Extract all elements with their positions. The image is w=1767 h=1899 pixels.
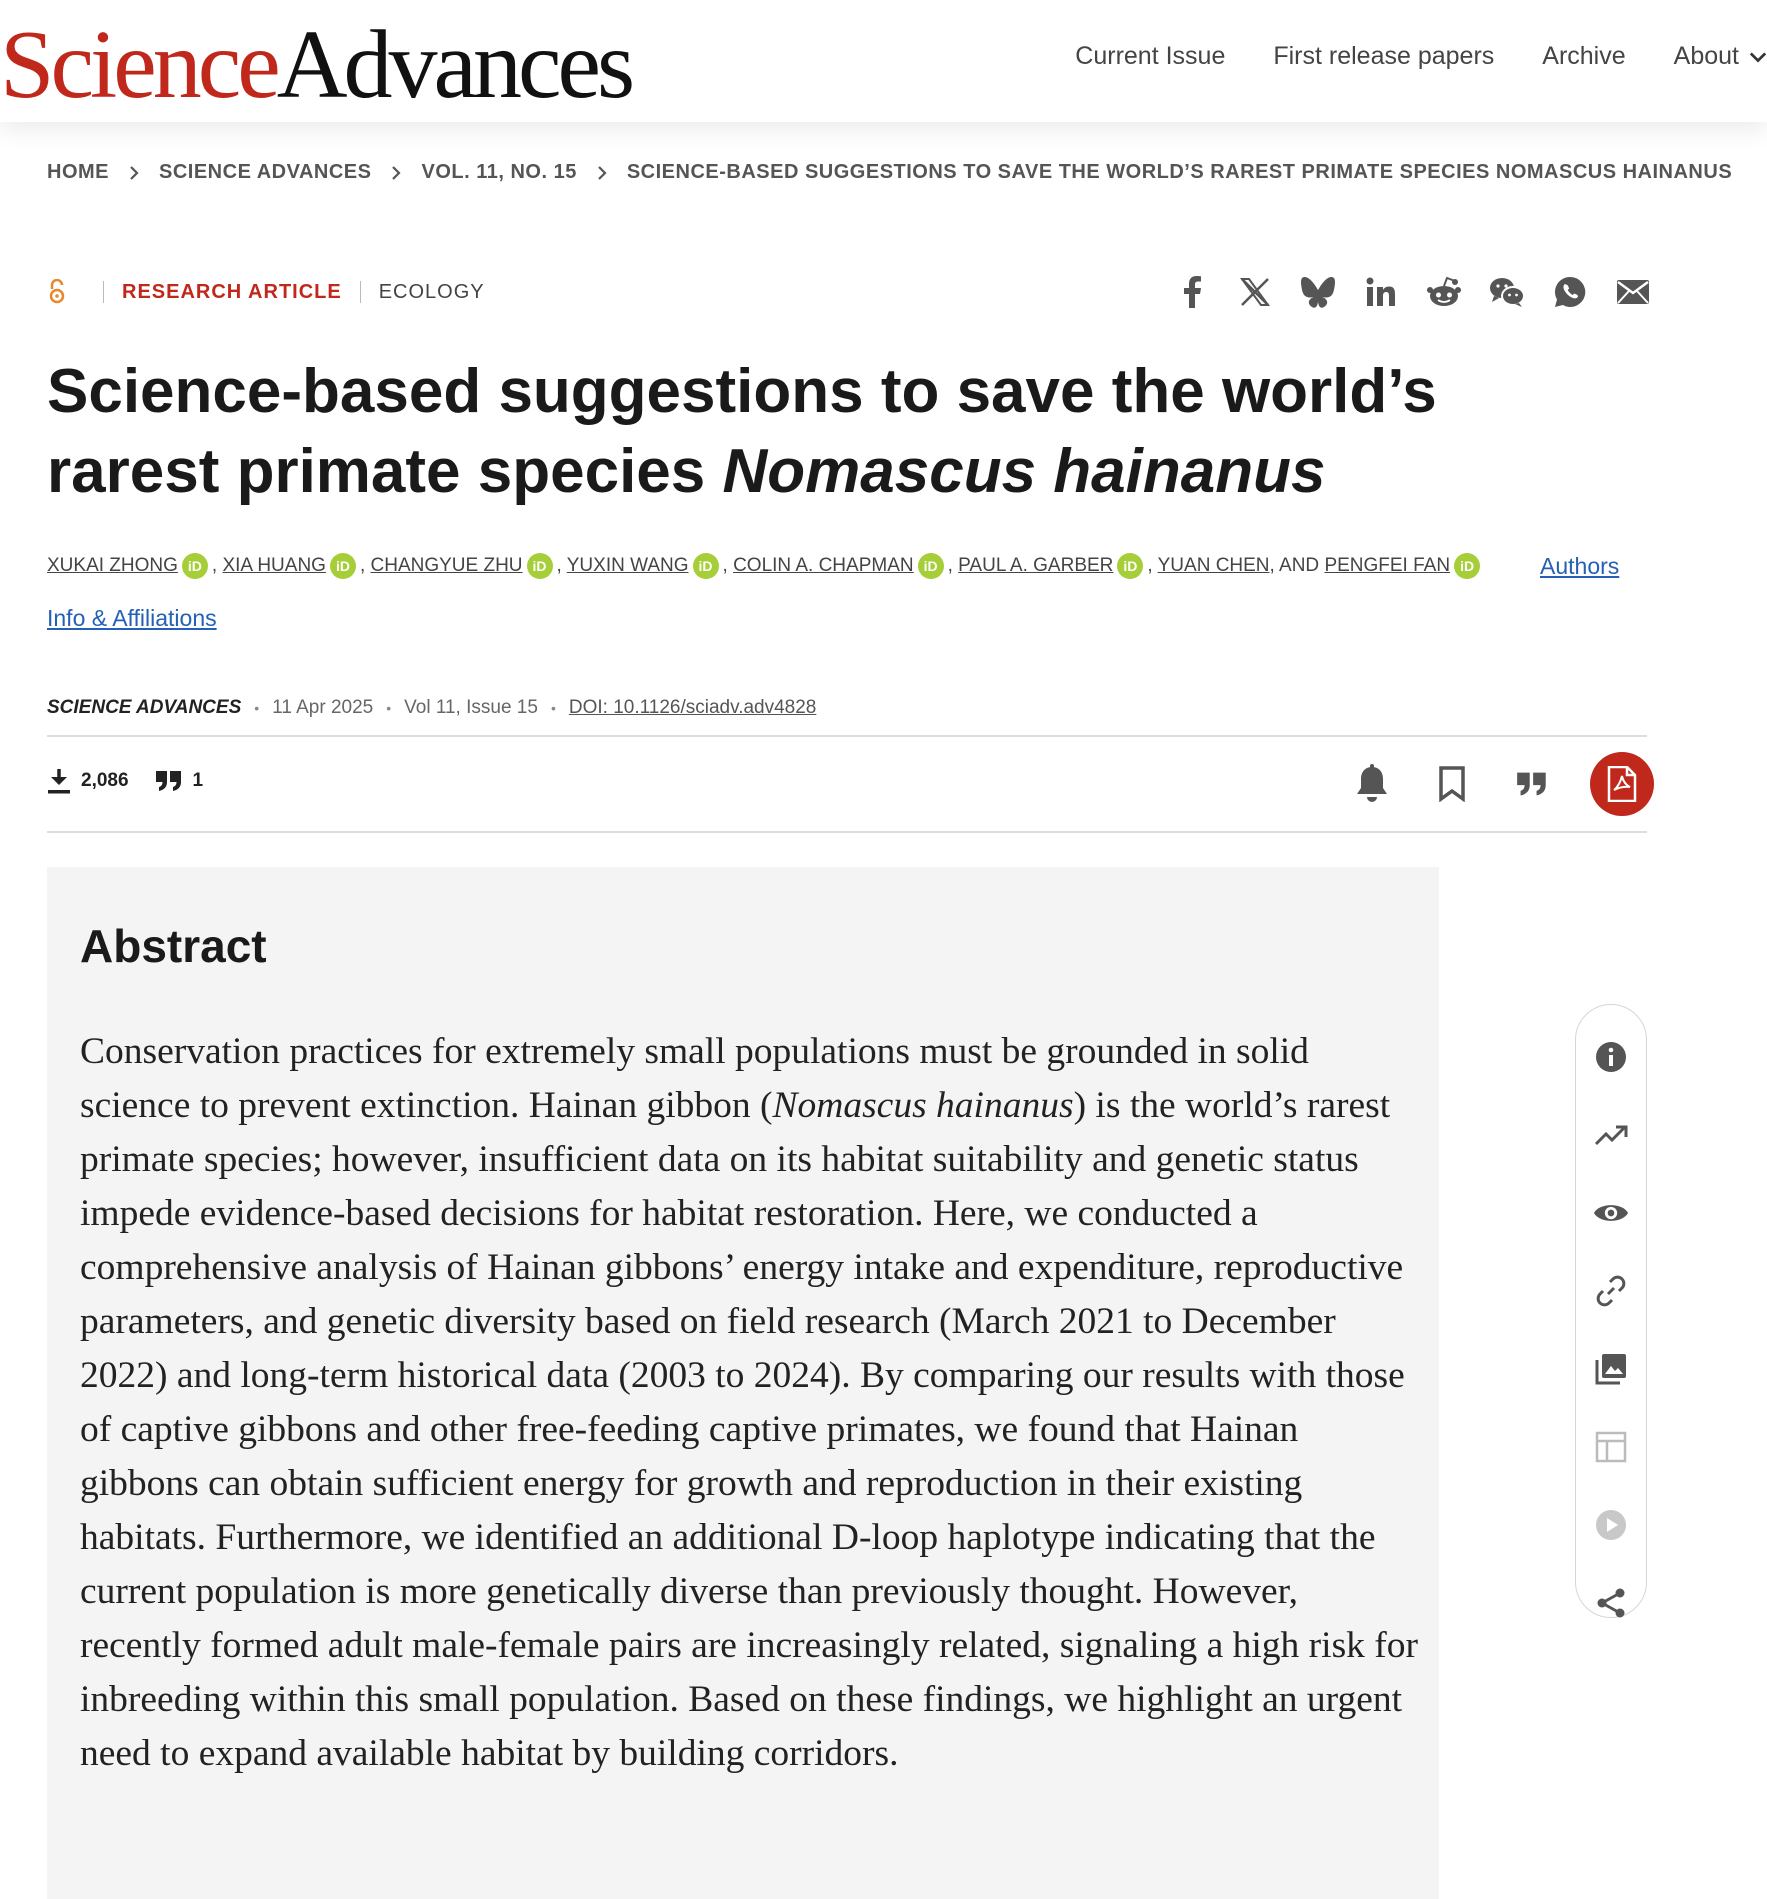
- metrics-row: [47, 768, 203, 794]
- cite-icon[interactable]: [1510, 762, 1554, 806]
- author-separator: ,: [1147, 555, 1153, 577]
- orcid-icon[interactable]: iD: [527, 553, 553, 579]
- share-bar: [1174, 274, 1678, 310]
- nav-archive[interactable]: [1542, 42, 1625, 71]
- info-affiliations-link[interactable]: Info & Affiliations: [47, 605, 217, 631]
- abstract-text-part: Conservation practices for extremely small populations must be grounded in solid science to prevent extinction. Hainan gibbon (: [80, 1031, 1309, 1126]
- orcid-icon[interactable]: iD: [330, 553, 356, 579]
- site-header: [0, 0, 1767, 122]
- chevron-down-icon: [1749, 48, 1767, 66]
- article-tools-sidebar: [1575, 1004, 1647, 1618]
- article-type[interactable]: RESEARCH ARTICLE: [122, 280, 342, 303]
- table-icon[interactable]: [1593, 1429, 1629, 1465]
- facebook-icon[interactable]: [1174, 274, 1210, 310]
- breadcrumb-journal[interactable]: SCIENCE ADVANCES: [159, 161, 372, 183]
- author-separator: ,: [722, 555, 728, 577]
- orcid-icon[interactable]: iD: [1454, 553, 1480, 579]
- citation-icon: [155, 770, 183, 792]
- title-species: Nomascus hainanus: [722, 437, 1326, 506]
- trending-icon[interactable]: [1593, 1117, 1629, 1153]
- divider: [47, 831, 1647, 833]
- bluesky-icon[interactable]: [1300, 274, 1336, 310]
- title-text: Science-based suggestions to save the world’s rarest primate species: [47, 357, 1437, 506]
- volume-issue: Vol 11, Issue 15: [404, 697, 538, 718]
- chevron-right-icon: [595, 166, 609, 180]
- article-subject[interactable]: ECOLOGY: [378, 280, 485, 303]
- abstract-section: [47, 867, 1439, 1899]
- download-count: 2,086: [81, 770, 129, 791]
- author-name[interactable]: COLIN A. CHAPMAN: [733, 555, 914, 577]
- orcid-icon[interactable]: iD: [693, 553, 719, 579]
- play-icon[interactable]: [1593, 1507, 1629, 1543]
- nav-label: First release papers: [1273, 42, 1495, 70]
- breadcrumb-home[interactable]: HOME: [47, 161, 109, 183]
- breadcrumb-current: SCIENCE-BASED SUGGESTIONS TO SAVE THE WORLD’S RAREST PRIMATE SPECIES NOMASCUS HAINANUS: [626, 161, 1733, 183]
- author-separator: , AND: [1269, 555, 1320, 577]
- email-icon[interactable]: [1615, 274, 1651, 310]
- divider: [47, 735, 1647, 737]
- author-separator: ,: [359, 555, 366, 577]
- breadcrumb: [47, 161, 1732, 184]
- article-title: [47, 352, 1607, 512]
- dot-separator: •: [254, 700, 260, 716]
- share-icon[interactable]: [1593, 1585, 1629, 1621]
- author-separator: ,: [211, 555, 218, 577]
- author-name[interactable]: XIA HUANG: [222, 555, 326, 577]
- nav-current-issue[interactable]: [1075, 42, 1225, 71]
- abstract-text-part: ) is the world’s rarest primate species; however, insufficient data on its habitat suitability and genetic status impede evidence-based decisions for habitat restoration. Here, we conducted a comprehensive analysis of Hainan gibbons’ energy intake and expenditure, reproductive parameters, and genetic diversity based on field research (March 2021 to December 2022) and long-term historical data (2003 to 2024). By comparing our results with those of captive gibbons and other free-feeding captive primates, we found that Hainan gibbons can obtain sufficient energy for growth and reproduction in their existing habitats. Furthermore, we identified an additional D-loop haplotype indicating that the current population is more genetically diverse than previously thought. However, recently formed adult male-female pairs are increasingly related, signaling a high risk for inbreeding within this small population. Based on these findings, we highlight an urgent need to expand available habitat by building corridors.: [80, 1085, 1419, 1774]
- article-actions: [1350, 752, 1654, 816]
- publication-info: [47, 697, 816, 719]
- dot-separator: •: [386, 700, 392, 716]
- chevron-right-icon: [389, 166, 403, 180]
- logo-advances-text: Advances: [276, 11, 632, 119]
- authors-link[interactable]: Authors: [1540, 553, 1620, 579]
- whatsapp-icon[interactable]: [1552, 274, 1588, 310]
- author-name[interactable]: XUKAI ZHONG: [47, 555, 178, 577]
- orcid-icon[interactable]: iD: [182, 553, 208, 579]
- download-icon: [47, 768, 71, 794]
- wechat-icon[interactable]: [1489, 274, 1525, 310]
- author-name[interactable]: YUXIN WANG: [566, 555, 689, 577]
- orcid-icon[interactable]: iD: [1117, 553, 1143, 579]
- author-separator: ,: [947, 555, 953, 577]
- author-name[interactable]: PENGFEI FAN: [1324, 555, 1451, 577]
- publication-date: 11 Apr 2025: [272, 697, 374, 718]
- abstract-species: Nomascus hainanus: [772, 1085, 1074, 1126]
- author-name[interactable]: CHANGYUE ZHU: [370, 555, 523, 577]
- breadcrumb-issue[interactable]: VOL. 11, NO. 15: [421, 161, 577, 183]
- journal-name: SCIENCE ADVANCES: [47, 697, 242, 718]
- pdf-icon[interactable]: [1590, 752, 1654, 816]
- linkedin-icon[interactable]: [1363, 274, 1399, 310]
- site-logo[interactable]: [0, 10, 631, 120]
- link-icon[interactable]: [1593, 1273, 1629, 1309]
- nav-first-release[interactable]: [1273, 42, 1494, 71]
- abstract-heading: Abstract: [80, 920, 267, 972]
- orcid-icon[interactable]: iD: [918, 553, 944, 579]
- eye-icon[interactable]: [1593, 1195, 1629, 1231]
- divider: [360, 281, 361, 303]
- nav-label: Archive: [1542, 42, 1626, 70]
- dot-separator: •: [550, 700, 556, 716]
- abstract-paragraph: [80, 1025, 1425, 1781]
- author-name[interactable]: YUAN CHEN: [1157, 555, 1270, 577]
- nav-label: About: [1673, 42, 1739, 70]
- author-separator: ,: [556, 555, 562, 577]
- bookmark-icon[interactable]: [1430, 762, 1474, 806]
- images-icon[interactable]: [1593, 1351, 1629, 1387]
- author-list: [47, 553, 1647, 579]
- chevron-right-icon: [127, 166, 141, 180]
- article-meta-row: [47, 279, 485, 305]
- reddit-icon[interactable]: [1426, 274, 1462, 310]
- nav-label: Current Issue: [1075, 42, 1226, 70]
- open-access-icon: [47, 279, 67, 305]
- doi-link[interactable]: DOI: 10.1126/sciadv.adv4828: [568, 697, 817, 718]
- divider: [103, 281, 104, 303]
- abstract-body: [80, 1025, 1425, 1781]
- author-name[interactable]: PAUL A. GARBER: [958, 555, 1114, 577]
- x-icon[interactable]: [1237, 274, 1273, 310]
- bell-icon[interactable]: [1350, 762, 1394, 806]
- logo-science-text: Science: [0, 11, 277, 119]
- nav-about[interactable]: [1674, 42, 1767, 71]
- info-icon[interactable]: [1593, 1039, 1629, 1075]
- main-nav: [1027, 42, 1767, 71]
- citation-count: 1: [192, 770, 204, 791]
